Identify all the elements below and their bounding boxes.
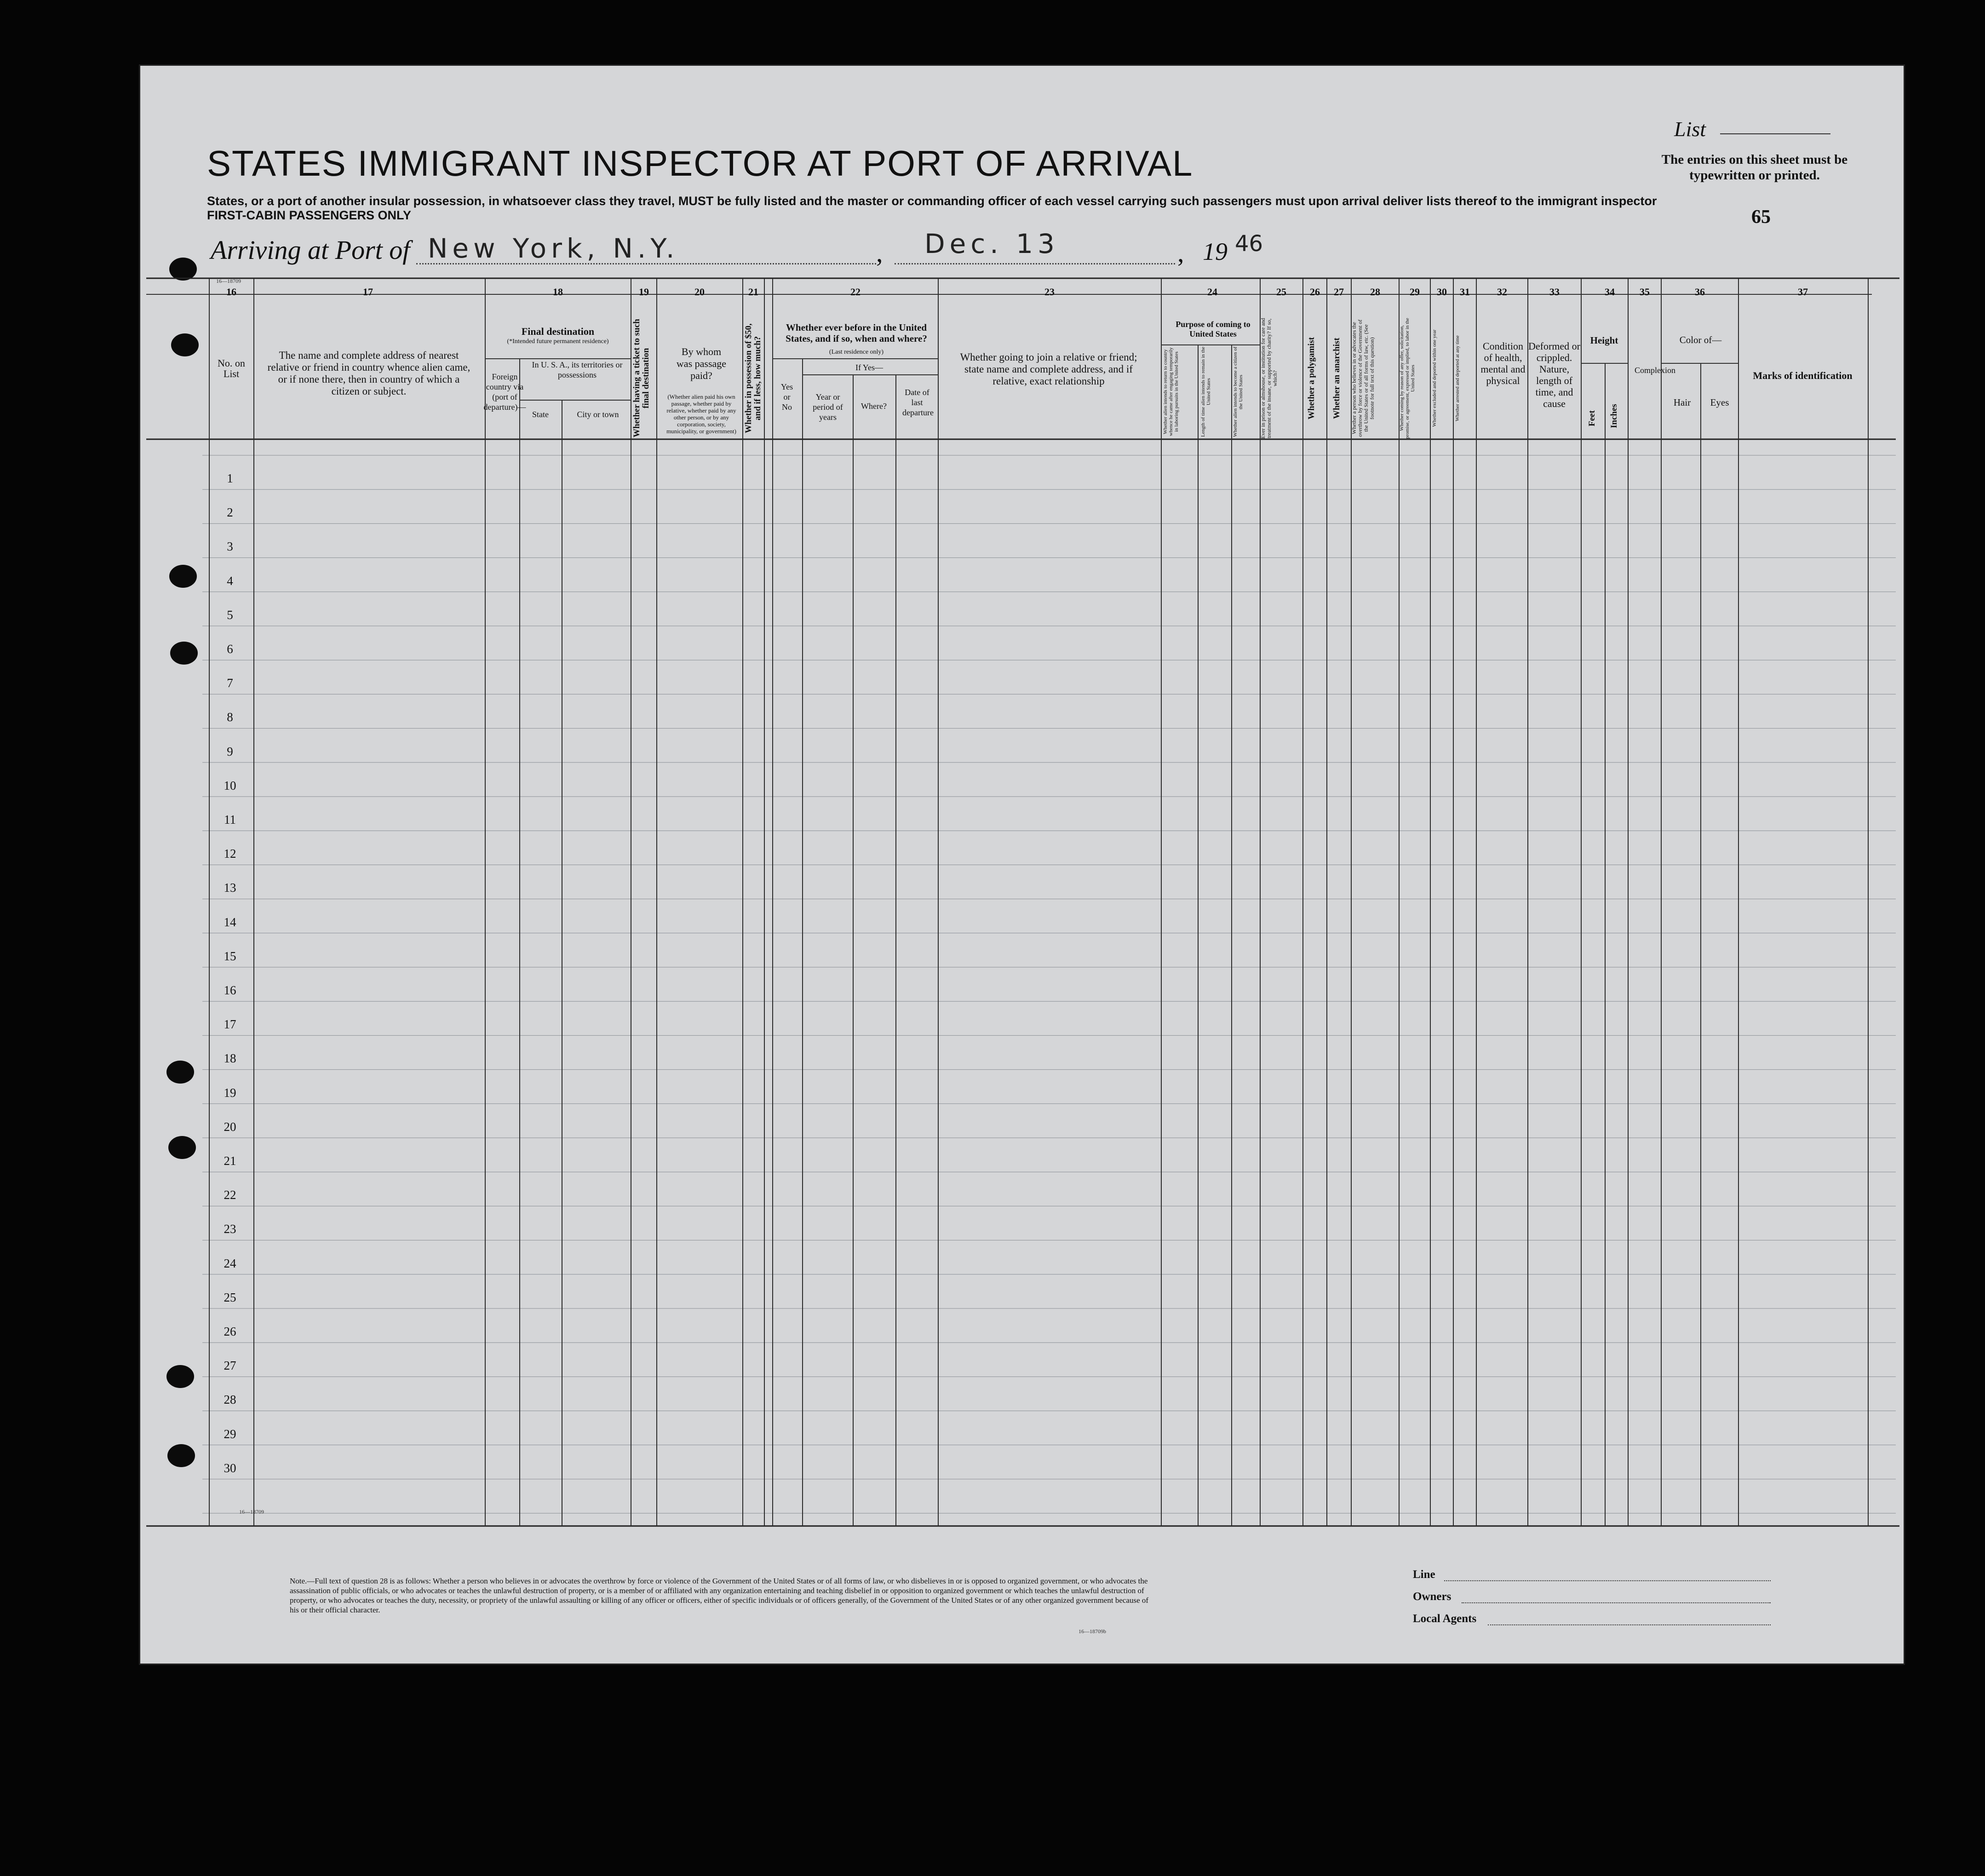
- arriving-label: Arriving at Port of: [211, 235, 410, 265]
- row-number: 14: [224, 915, 236, 929]
- row-number: 15: [224, 949, 236, 963]
- row-number: 30: [224, 1461, 236, 1475]
- col24-header: Purpose of coming to United States: [1176, 320, 1251, 338]
- row-number: 4: [227, 574, 233, 588]
- punch-hole: [171, 333, 199, 356]
- punch-hole: [167, 1444, 195, 1467]
- column-number-18: 18: [553, 286, 563, 298]
- column-number-33: 33: [1549, 286, 1560, 298]
- passenger-class: FIRST-CABIN PASSENGERS ONLY: [207, 208, 412, 222]
- col36-hair: Hair: [1673, 397, 1691, 408]
- col30-header: Whether excluded and deported within one year: [1432, 329, 1437, 427]
- col34-feet: Feet: [1587, 410, 1597, 427]
- row-number: 24: [224, 1256, 236, 1270]
- row-number: 18: [224, 1051, 236, 1066]
- col17-header: The name and complete address of nearest relative or friend in country whence alien came, or if none there, then in country of which a citizen or subject.: [267, 350, 470, 397]
- column-number-17: 17: [363, 286, 373, 298]
- column-number-19: 19: [639, 286, 649, 298]
- punch-hole: [169, 258, 197, 281]
- local-agents-label: Local Agents: [1413, 1612, 1477, 1625]
- col22-header: Whether ever before in the United States, and if so, when and where?: [786, 322, 927, 344]
- row-number: 13: [224, 881, 236, 895]
- col32-header: Condition of health, mental and physical: [1480, 340, 1526, 386]
- row-number: 12: [224, 847, 236, 861]
- local-agents-field: [1488, 1624, 1771, 1625]
- row-number: 11: [224, 813, 236, 826]
- col23-header: Whether going to join a relative or friend; state name and complete address, and if relative, exact relationship: [960, 351, 1137, 387]
- column-number-36: 36: [1695, 286, 1705, 298]
- col31-header: Whether arrested and deported at any time: [1455, 335, 1460, 421]
- row-number: 17: [224, 1017, 236, 1032]
- punch-hole: [169, 565, 197, 588]
- column-number-34: 34: [1605, 286, 1615, 298]
- line-field: [1444, 1580, 1771, 1581]
- row-number: 26: [224, 1325, 236, 1338]
- column-number-20: 20: [694, 286, 705, 298]
- column-number-35: 35: [1640, 286, 1650, 298]
- col20-header: By whom was passage paid?: [676, 346, 727, 381]
- row-number: 29: [224, 1427, 236, 1441]
- typewritten-note: The entries on this sheet must be typewritten or printed.: [1661, 152, 1848, 183]
- col19-header: Whether having a ticket to such final destination: [632, 319, 651, 438]
- col22-year: Year or period of years: [813, 392, 843, 422]
- column-number-16: 16: [226, 286, 236, 298]
- footnote: Note.—Full text of question 28 is as follows: Whether a person who believes in or advocates the overthrow by force or violence of the Government of the United States or of all forms of law, or who disbelieves in or is opposed to organized government, or who advocates the assassination of public officials, or who advocates or teaches the unlawful destruction of property, or is a member of or affiliated with any organization entertaining and teaching disbelief in or opposition to organized government or which teaches the unlawful destruction of property, or who advocates or teaches the duty, necessity, or propriety of the unlawful assaulting or killing of any officer or officers, either of specific individuals or of officers generally, of the Government of the United States or of any other organized government because of his or their official character.: [290, 1577, 1149, 1614]
- col22-where: Where?: [861, 402, 887, 411]
- column-number-21: 21: [748, 286, 758, 298]
- col20-subheader: (Whether alien paid his own passage, whether paid by relative, whether paid by any other person, or by any corporation, society, municipality, or government): [666, 393, 736, 435]
- form-instructions: States, or a port of another insular possession, in whatsoever class they travel, MUST be fully listed and the master or commanding officer of each vessel carrying such passengers must upon arrival deliver lists thereof to the immigrant inspector: [207, 194, 1657, 208]
- col22-subheader: (Last residence only): [829, 349, 884, 356]
- column-number-26: 26: [1310, 286, 1320, 298]
- punch-hole: [166, 1365, 194, 1388]
- date-handwritten: Dec. 13: [924, 228, 1059, 259]
- row-number: 28: [224, 1393, 236, 1407]
- footnote-code: 16—18709b: [1079, 1628, 1106, 1635]
- row-number: 20: [224, 1119, 236, 1134]
- col18-city: City or town: [577, 410, 619, 419]
- column-number-29: 29: [1410, 286, 1420, 298]
- col34-header: Height: [1590, 335, 1618, 346]
- col22-yes-no: Yes or No: [780, 382, 793, 412]
- column-number-28: 28: [1370, 286, 1380, 298]
- row-number: 3: [227, 539, 233, 554]
- row-number: 7: [227, 676, 233, 690]
- row-number: 27: [224, 1359, 236, 1373]
- col28-header: Whether a person who believes in or advocates the overthrow by force or violence of the Government of the United States or of all forms of law, etc. (See footnote for full text of this question): [1351, 319, 1375, 437]
- col18-header: Final destination: [521, 326, 595, 337]
- col18-subheader: (*Intended future permanent residence): [507, 338, 609, 345]
- row-number: 25: [224, 1290, 236, 1304]
- col34-inches: Inches: [1609, 404, 1619, 429]
- row-number: 10: [224, 778, 236, 792]
- col24-return: Whether alien intends to return to country whence he came after engaging temporarily in laboring pursuits in the United States: [1163, 347, 1179, 436]
- col29-header: Whether coming by reason of any offer, solicitation, promise, or agreement, expressed or implied, to labor in the United States: [1399, 318, 1416, 439]
- comma: ,: [1177, 238, 1184, 268]
- form-code-bottom: 16—18709: [239, 1509, 264, 1515]
- col18-foreign-country: Foreign country via (port of departure)—: [483, 372, 526, 412]
- list-label: List: [1674, 117, 1706, 141]
- punch-hole: [168, 1136, 196, 1159]
- col22-if-yes: If Yes—: [855, 363, 883, 372]
- year-handwritten: 46: [1235, 231, 1263, 257]
- row-number: 16: [224, 983, 236, 997]
- col35-header: Complexion: [1635, 366, 1675, 375]
- column-number-30: 30: [1437, 286, 1447, 298]
- column-number-22: 22: [850, 286, 861, 298]
- col18-state: State: [532, 410, 549, 419]
- column-number-31: 31: [1460, 286, 1470, 298]
- column-number-27: 27: [1334, 286, 1344, 298]
- owners-field: [1462, 1602, 1771, 1603]
- row-number: 2: [227, 505, 233, 520]
- line-label: Line: [1413, 1568, 1435, 1581]
- row-number: 6: [227, 642, 233, 656]
- form-title: STATES IMMIGRANT INSPECTOR AT PORT OF ARRIVAL: [207, 143, 1193, 184]
- col27-header: Whether an anarchist: [1332, 338, 1342, 419]
- row-number: 23: [224, 1222, 236, 1236]
- column-number-25: 25: [1276, 286, 1286, 298]
- col26-header: Whether a polygamist: [1307, 337, 1316, 420]
- comma: ,: [876, 238, 883, 268]
- page-number: 65: [1751, 207, 1771, 228]
- punch-hole: [170, 642, 198, 665]
- row-number: 21: [224, 1154, 236, 1168]
- column-number-37: 37: [1798, 286, 1808, 298]
- col22-last-departure: Date of last departure: [902, 388, 934, 417]
- row-number: 19: [224, 1085, 236, 1100]
- column-number-32: 32: [1497, 286, 1507, 298]
- owners-label: Owners: [1413, 1590, 1451, 1603]
- port-handwritten: New York, N.Y.: [428, 233, 679, 264]
- col21-header: Whether in possession of $50, and if less, how much?: [744, 323, 763, 433]
- row-number: 5: [227, 608, 233, 622]
- row-number: 9: [227, 744, 233, 758]
- row-number: 22: [224, 1188, 236, 1202]
- col18-usa: In U. S. A., its territories or possessions: [532, 360, 623, 379]
- col36-eyes: Eyes: [1710, 397, 1729, 408]
- column-number-23: 23: [1044, 286, 1055, 298]
- column-number-24: 24: [1207, 286, 1217, 298]
- col37-header: Marks of identification: [1753, 370, 1853, 381]
- year-printed: 19: [1203, 238, 1228, 265]
- col25-header: Ever in prison or almshouse, or institution for care and treatment of the insane, or supported by charity? If so, which?: [1260, 318, 1278, 439]
- col16-header: No. on List: [218, 357, 245, 379]
- list-number-line: [1720, 133, 1830, 134]
- col36-header: Color of—: [1679, 334, 1722, 345]
- date-line: [895, 263, 1175, 264]
- row-number: 1: [227, 471, 233, 485]
- row-number: 8: [227, 710, 233, 724]
- col24-citizen: Whether alien intends to become a citizen of the United States: [1233, 346, 1244, 437]
- punch-hole: [166, 1061, 194, 1084]
- col24-length: Length of time alien intends to remain in the United States: [1200, 346, 1211, 437]
- col33-header: Deformed or crippled. Nature, length of time, and cause: [1528, 340, 1580, 409]
- form-code-top: 16—18709: [216, 278, 241, 284]
- manifest-sheet: [139, 64, 1905, 1665]
